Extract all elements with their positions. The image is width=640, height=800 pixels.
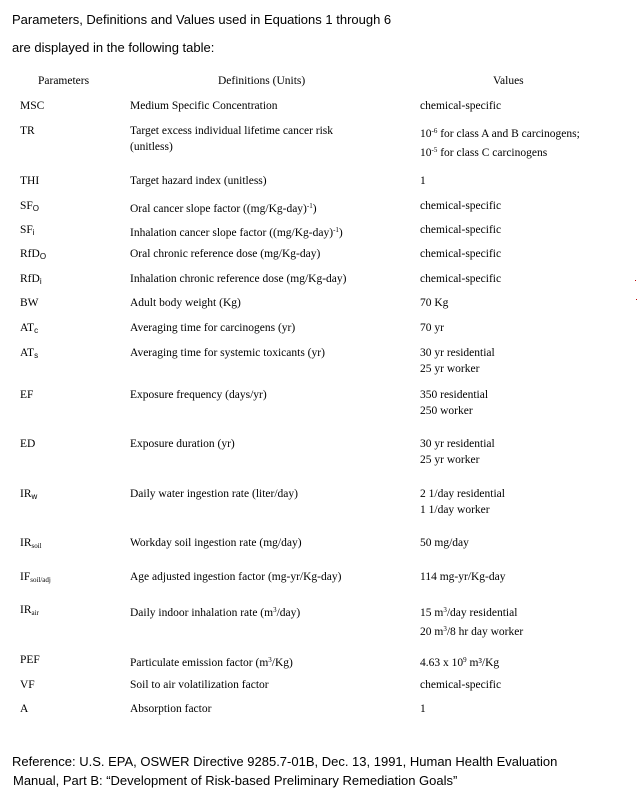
value-tail: /8 hr day worker [446,626,524,638]
value-text: 1 1/day worker [420,504,490,516]
intro-line-2: are displayed in the following table: [12,40,215,55]
value-tail: /day residential [446,607,518,619]
value-text: 1 [420,703,426,715]
definition-line [130,569,341,585]
parameter-name: THI [20,175,40,187]
parameter-symbol [20,271,42,290]
definition-text: Age adjusted ingestion factor (mg-yr/Kg-day) [130,571,342,583]
parameter-definition [130,320,295,336]
value-superscript: 3 [443,625,447,633]
definition-line [130,652,293,671]
parameter-value [420,246,501,262]
value-line [420,652,499,671]
value-text: 10 [420,128,432,140]
definition-line [130,173,267,189]
value-line [420,222,501,238]
definition-tail: /Kg) [271,657,293,669]
parameter-definition [130,222,343,241]
parameter-name: RfD [20,248,40,260]
parameter-value [420,677,501,693]
value-line [420,246,501,262]
definition-line [130,198,317,217]
red-mark [635,280,636,281]
definition-text: Adult body weight (Kg) [130,297,241,309]
parameter-definition [130,569,341,585]
parameter-name: EF [20,389,34,401]
reference-line-2: Manual, Part B: “Development of Risk-based Preliminary Remediation Goals” [13,773,458,788]
parameter-symbol [20,535,42,554]
value-text: chemical-specific [420,248,502,260]
value-text: 20 m [420,626,444,638]
definition-line [130,222,343,241]
value-text: 70 yr [420,322,444,334]
parameter-subscript: soil [31,542,42,550]
value-line [420,403,488,419]
red-mark [636,299,637,300]
value-line [420,123,580,142]
definition-text: Daily water ingestion rate (liter/day) [130,488,298,500]
parameter-definition [130,701,211,717]
definition-line [130,436,235,452]
value-text: 2 1/day residential [420,488,505,500]
parameter-value [420,569,506,585]
parameter-value [420,602,523,640]
value-line [420,701,426,717]
parameter-symbol [20,602,39,621]
value-text: 350 residential [420,389,489,401]
parameter-name: SF [20,224,33,236]
definition-line [130,295,241,311]
definition-line [130,246,320,262]
definition-text: Target hazard index (unitless) [130,175,267,187]
parameter-subscript: O [32,204,40,213]
parameter-definition [130,295,241,311]
definition-text: Oral cancer slope factor ((mg/Kg-day) [130,203,307,215]
parameter-subscript: i [32,228,35,237]
definition-text: Medium Specific Concentration [130,100,278,112]
parameter-symbol [20,652,40,668]
definition-line [130,123,333,139]
parameter-definition [130,677,269,693]
parameter-symbol [20,677,35,693]
definition-tail: ) [338,227,343,239]
definition-text: Inhalation cancer slope factor ((mg/Kg-day) [130,227,334,239]
value-text: 70 Kg [420,297,449,309]
value-text: 10 [420,147,432,159]
value-line [420,198,501,214]
definition-line [130,320,295,336]
value-line [420,486,505,502]
definition-text: Workday soil ingestion rate (mg/day) [130,537,302,549]
parameter-value [420,320,444,336]
parameter-value [420,271,501,287]
parameter-value [420,701,426,717]
definition-line [130,98,278,114]
parameter-name: AT [20,347,35,359]
value-line [420,602,523,621]
reference-note [12,752,632,790]
value-text: chemical-specific [420,224,502,236]
value-line [420,345,495,361]
value-text: 30 yr residential [420,438,495,450]
definition-text: Particulate emission factor (m [130,657,269,669]
parameter-name: AT [20,322,35,334]
parameter-name: A [20,703,29,715]
definition-superscript: -1 [333,226,339,234]
value-line [420,142,580,161]
definition-text: Absorption factor [130,703,212,715]
definition-line [130,701,211,717]
value-line [420,621,523,640]
parameter-name: SF [20,200,33,212]
definition-text: Averaging time for carcinogens (yr) [130,322,296,334]
value-text: 30 yr residential [420,347,495,359]
parameter-definition [130,271,346,287]
parameter-name: IR [20,604,32,616]
value-tail: for class C carcinogens [437,147,548,159]
definition-text: Averaging time for systemic toxicants (yr) [130,347,325,359]
value-superscript: 3 [443,606,447,614]
parameter-definition [130,486,298,502]
value-text: chemical-specific [420,200,502,212]
parameter-name: PEF [20,654,40,666]
header-definitions: Definitions (Units) [218,75,306,87]
definition-line [130,486,298,502]
parameter-value [420,222,501,238]
reference-line-1: Reference: U.S. EPA, OSWER Directive 9285.7-01B, Dec. 13, 1991, Human Health Evaluation [12,754,558,769]
value-text: 1 [420,175,426,187]
value-superscript: 9 [463,656,467,664]
value-text: 4.63 x 10 [420,657,464,669]
parameter-definition [130,98,278,114]
definition-line [130,387,267,403]
parameter-value [420,345,495,377]
parameter-subscript: s [34,351,39,360]
parameter-name: VF [20,679,35,691]
parameter-value [420,123,580,161]
parameter-value [420,535,469,551]
definition-tail: ) [312,203,317,215]
parameter-definition [130,436,235,452]
parameter-definition [130,652,293,671]
header-values: Values [493,75,524,87]
parameter-definition [130,246,320,262]
parameter-symbol [20,387,33,403]
parameter-name: BW [20,297,39,309]
parameter-symbol [20,345,38,364]
value-line [420,295,448,311]
value-superscript: -5 [431,146,438,154]
parameter-value [420,387,488,419]
definition-text: Inhalation chronic reference dose (mg/Kg-day) [130,273,347,285]
parameter-value [420,198,501,214]
value-text: 50 mg/day [420,537,469,549]
parameter-name: IF [20,571,31,583]
parameter-definition [130,602,300,621]
intro-line-1: Parameters, Definitions and Values used in Equations 1 through 6 [12,12,392,27]
value-line [420,502,505,518]
definition-line [130,345,325,361]
definition-text: Oral chronic reference dose (mg/Kg-day) [130,248,321,260]
value-text: 25 yr worker [420,363,480,375]
parameter-name: IR [20,488,32,500]
parameter-subscript: O [39,252,47,261]
parameter-symbol [20,569,51,588]
parameter-symbol [20,486,37,505]
parameter-name: TR [20,125,35,137]
definition-superscript: 3 [268,656,272,664]
parameter-definition [130,173,267,189]
parameter-name: MSC [20,100,45,112]
parameter-symbol [20,320,38,339]
value-line [420,98,501,114]
parameter-value [420,486,505,518]
parameter-definition [130,345,325,361]
parameter-definition [130,198,317,217]
definition-line [130,602,300,621]
parameter-subscript: c [34,326,39,335]
value-text: chemical-specific [420,273,502,285]
parameter-value [420,295,448,311]
parameter-symbol [20,436,35,452]
definition-text: Exposure frequency (days/yr) [130,389,267,401]
value-line [420,569,506,585]
value-line [420,320,444,336]
parameter-symbol [20,295,39,311]
value-tail: m³/Kg [466,657,500,669]
parameter-name: IR [20,537,32,549]
parameter-subscript: soil/adj [30,576,51,584]
value-line [420,535,469,551]
value-line [420,436,495,452]
parameter-definition [130,387,267,403]
value-tail: for class A and B carcinogens; [437,128,580,140]
parameter-symbol [20,123,35,139]
value-line [420,387,488,403]
value-line [420,361,495,377]
value-text: chemical-specific [420,100,502,112]
parameter-subscript: i [39,277,42,286]
value-text: 15 m [420,607,444,619]
header-parameters: Parameters [38,75,90,87]
definition-line [130,677,269,693]
value-text: 114 mg-yr/Kg-day [420,571,506,583]
parameter-symbol [20,246,46,265]
parameter-value [420,173,426,189]
parameter-symbol [20,222,35,241]
definition-text: Soil to air volatilization factor [130,679,269,691]
value-superscript: -6 [431,127,438,135]
parameter-value [420,652,499,671]
definition-tail: /day) [276,607,301,619]
value-line [420,452,495,468]
parameter-symbol [20,701,28,717]
definition-text: Daily indoor inhalation rate (m [130,607,274,619]
definition-line [130,535,302,551]
definition-text: Target excess individual lifetime cancer risk [130,125,334,137]
value-line [420,173,426,189]
value-text: 25 yr worker [420,454,480,466]
parameter-definition [130,535,302,551]
parameter-subscript: w [31,492,38,501]
parameter-symbol [20,98,44,114]
definition-text: Exposure duration (yr) [130,438,235,450]
parameter-value [420,436,495,468]
parameter-name: RfD [20,273,40,285]
parameter-definition [130,123,333,155]
definition-superscript: -1 [306,202,313,210]
parameter-symbol [20,198,39,217]
value-line [420,677,501,693]
parameter-value [420,98,501,114]
definition-line [130,271,346,287]
definition-line: (unitless) [130,141,173,153]
value-text: chemical-specific [420,679,502,691]
value-text: 250 worker [420,405,473,417]
definition-superscript: 3 [273,606,277,614]
parameter-symbol [20,173,39,189]
parameter-subscript: air [31,609,39,617]
value-line [420,271,501,287]
parameter-name: ED [20,438,36,450]
